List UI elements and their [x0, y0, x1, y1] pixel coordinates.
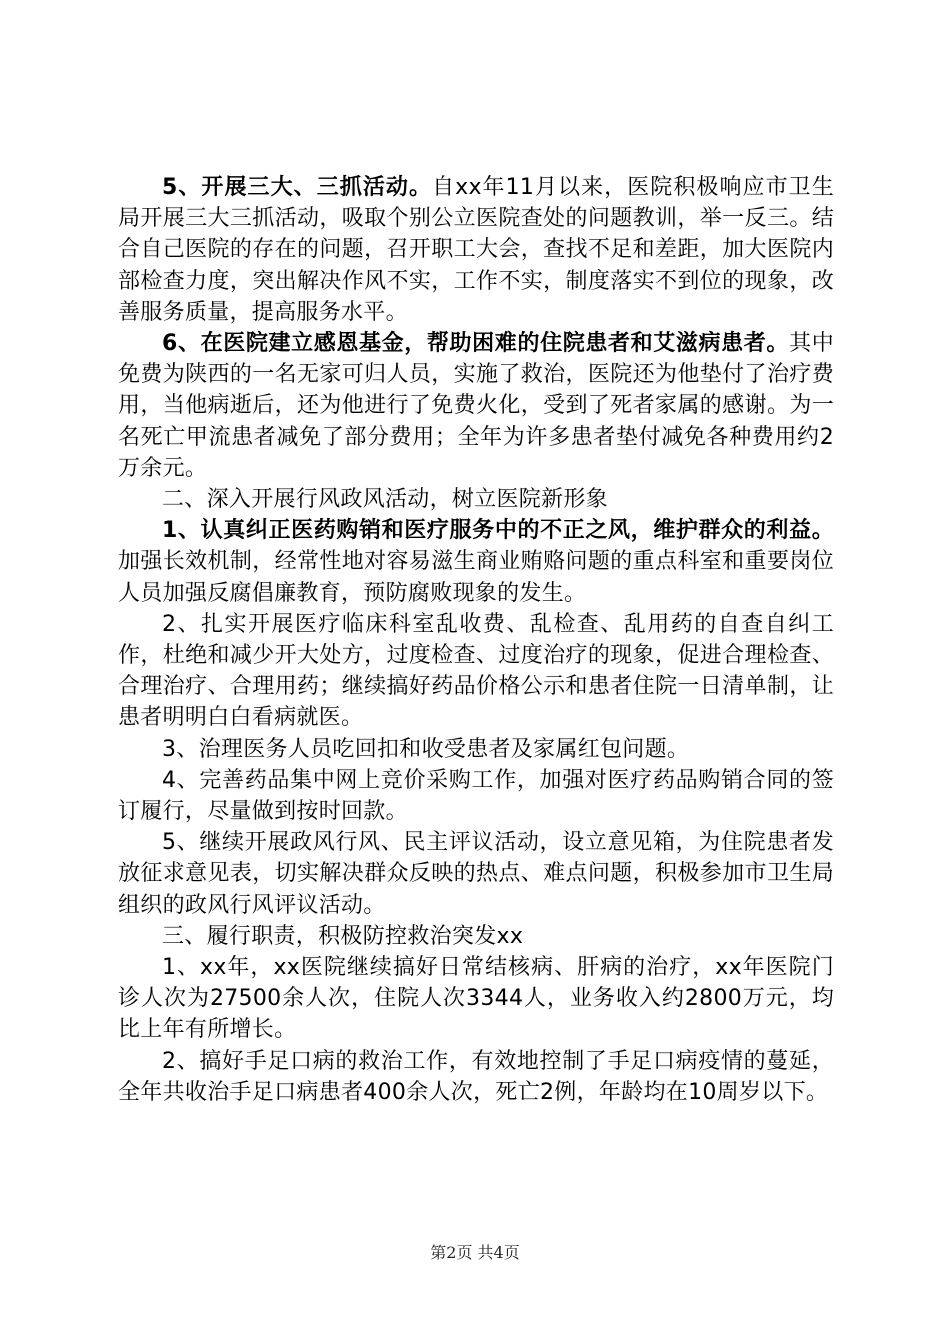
document-body	[118, 172, 834, 1108]
paragraph-hfmd	[118, 1046, 834, 1108]
paragraph-text: 自xx年11月以来，医院积极响应市卫生局开展三大三抓活动，吸取个别公立医院查处的问题教训，举一反三。结合自己医院的存在的问题，召开职工大会，查找不足和差距，加大医院内部检查力度，突出解决作风不实，工作不实，制度落实不到位的现象，改善服务质量，提高服务水平。	[118, 175, 834, 325]
paragraph-evaluation	[118, 827, 834, 921]
page-number-footer: 第2页 共4页	[430, 1243, 520, 1262]
section-heading-three: 三、履行职责，积极防控救治突发xx	[162, 923, 524, 949]
paragraph-text: 1、xx年，xx医院继续搞好日常结核病、肝病的治疗，xx年医院门诊人次为27500余人次，住院人次3344人，业务收入约2800万元，均比上年有所增长。	[118, 955, 834, 1043]
paragraph-lead: 6、在医院建立感恩基金，帮助困难的住院患者和艾滋病患者。	[162, 331, 790, 357]
paragraph-text: 加强长效机制，经常性地对容易滋生商业贿赂问题的重点科室和重要岗位人员加强反腐倡廉教育，预防腐败现象的发生。	[118, 549, 834, 606]
paragraph-statistics	[118, 952, 834, 1046]
paragraph-lead: 5、开展三大、三抓活动。	[162, 175, 433, 200]
paragraph-text: 3、治理医务人员吃回扣和收受患者及家属红包问题。	[162, 736, 690, 762]
paragraph-text: 2、搞好手足口病的救治工作，有效地控制了手足口病疫情的蔓延，全年共收治手足口病患者400余人次，死亡2例，年龄均在10周岁以下。	[118, 1048, 834, 1105]
paragraph-text: 2、扎实开展医疗临床科室乱收费、乱检查、乱用药的自查自纠工作，杜绝和减少开大处方，过度检查、过度治疗的现象，促进合理检查、合理治疗、合理用药；继续搞好药品价格公示和患者住院一日清单制，让患者明明白白看病就医。	[118, 611, 834, 731]
paragraph-activities	[118, 172, 834, 328]
paragraph-lead: 1、认真纠正医药购销和医疗服务中的不正之风，维护群众的利益。	[162, 518, 834, 544]
paragraph-self-inspection	[118, 609, 834, 734]
section-heading-two: 二、深入开展行风政风活动，树立医院新形象	[162, 487, 609, 513]
paragraph-gratitude-fund	[118, 328, 834, 484]
paragraph-text: 4、完善药品集中网上竞价采购工作，加强对医疗药品购销合同的签订履行，尽量做到按时回款。	[118, 767, 834, 825]
paragraph-text: 其中免费为陕西的一名无家可归人员，实施了救治，医院还为他垫付了治疗费用，当他病逝后，还为他进行了免费火化，受到了死者家属的感谢。为一名死亡甲流患者减免了部分费用；全年为许多患者垫付减免各种费用约2万余元。	[118, 331, 834, 481]
paragraph-kickbacks	[118, 734, 834, 765]
paragraph-procurement	[118, 765, 834, 827]
paragraph-text: 5、继续开展政风行风、民主评议活动，设立意见箱，为住院患者发放征求意见表，切实解决群众反映的热点、难点问题，积极参加市卫生局组织的政风行风评议活动。	[118, 830, 834, 918]
paragraph-correct-misconduct	[118, 515, 834, 609]
